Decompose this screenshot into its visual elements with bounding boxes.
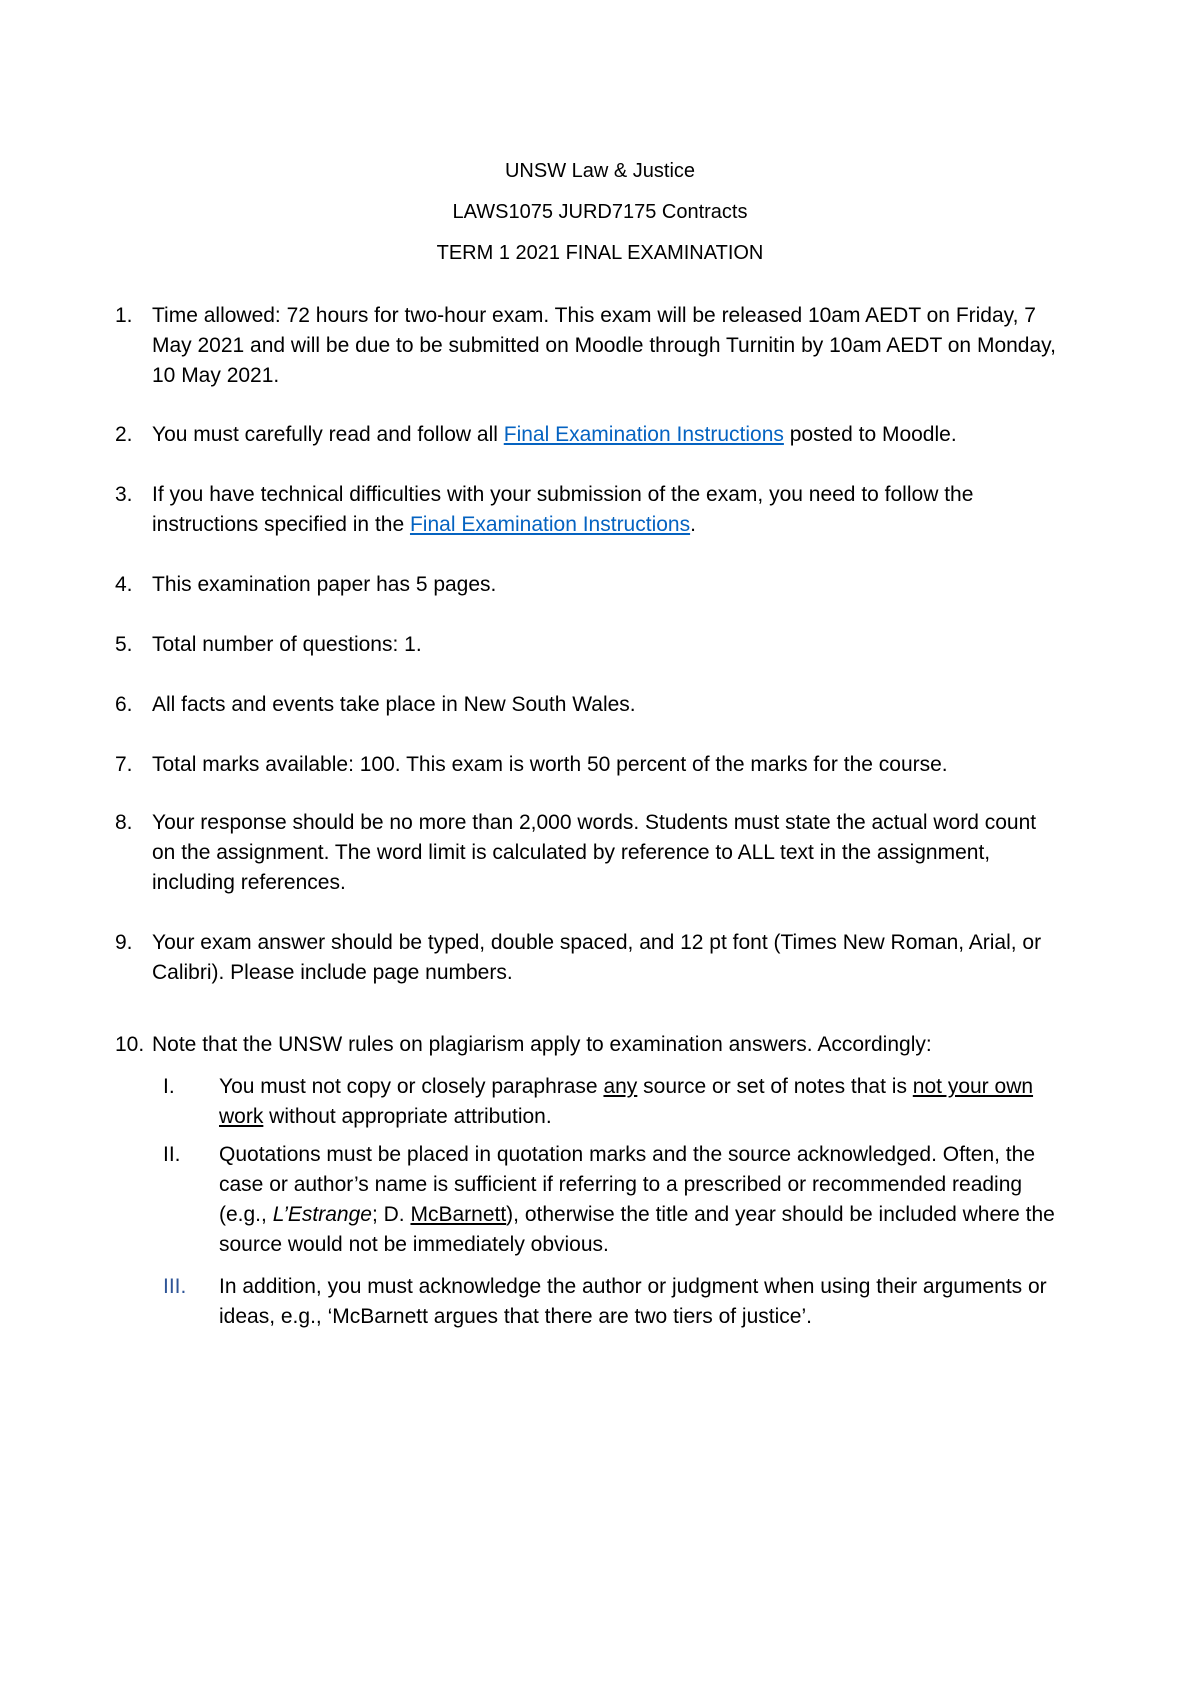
instruction-item-2	[115, 420, 1065, 450]
instruction-item-3	[115, 480, 1065, 540]
plagiarism-rule-1	[115, 1072, 1065, 1132]
exam-title: TERM 1 2021 FINAL EXAMINATION	[436, 242, 764, 264]
instruction-item-10	[115, 1030, 1065, 1060]
item-text: Note that the UNSW rules on plagiarism apply to examination answers. Accordingly:	[152, 1033, 932, 1056]
final-exam-instructions-link[interactable]: Final Examination Instructions	[503, 423, 784, 446]
rule-text: In addition, you must acknowledge the author or judgment when using their arguments or ideas, e.g., ‘McBarnett argues that there are two tiers of justice’.	[219, 1275, 1047, 1328]
roman-numeral: III.	[163, 1275, 187, 1298]
school-heading: UNSW Law & Justice	[504, 160, 696, 182]
instruction-item-1	[115, 301, 1065, 391]
item-text	[152, 480, 1065, 540]
item-number: 10.	[115, 1033, 145, 1056]
rule-text: You must not copy or closely paraphrase any source or set of notes that is not your own work without appropriate attribution.	[219, 1075, 1034, 1128]
item-text: Your exam answer should be typed, double spaced, and 12 pt font (Times New Roman, Arial, or Calibri). Please include page numbers.	[152, 931, 1042, 984]
item-number: 5.	[115, 633, 133, 656]
instruction-item-6	[115, 690, 1065, 720]
item-number: 7.	[115, 753, 133, 776]
course-heading: LAWS1075 JURD7175 Contracts	[452, 201, 748, 223]
item-text: Total number of questions: 1.	[152, 633, 422, 656]
item-number: 3.	[115, 483, 133, 506]
item-number: 2.	[115, 423, 133, 446]
item-text-post: .	[690, 513, 696, 536]
item-text	[152, 420, 1065, 450]
instruction-item-4	[115, 570, 1065, 600]
instruction-item-5	[115, 630, 1065, 660]
item-text-pre: You must carefully read and follow all	[152, 423, 504, 446]
instruction-item-8	[115, 808, 1065, 898]
item-text-post: posted to Moodle.	[783, 423, 957, 446]
instruction-item-9	[115, 928, 1065, 988]
item-number: 4.	[115, 573, 133, 596]
instruction-item-7	[115, 750, 1065, 780]
item-text-pre: If you have technical difficulties with your submission of the exam, you need to follow the instructions specified in the	[152, 483, 974, 536]
roman-numeral: I.	[163, 1075, 175, 1098]
item-text: Time allowed: 72 hours for two-hour exam. This exam will be released 10am AEDT on Friday, 7 May 2021 and will be due to be submitted on Moodle through Turnitin by 10am AEDT on Monday, 10 May 2021.	[152, 304, 1056, 387]
item-text: Total marks available: 100. This exam is worth 50 percent of the marks for the course.	[152, 753, 948, 776]
item-number: 8.	[115, 811, 133, 834]
plagiarism-rule-3	[115, 1272, 1065, 1332]
final-exam-instructions-link[interactable]: Final Examination Instructions	[409, 513, 691, 536]
item-number: 6.	[115, 693, 133, 716]
rule-text: Quotations must be placed in quotation marks and the source acknowledged. Often, the case or author’s name is sufficient if referring to a prescribed or recommended reading (e.g., L’Estrange; D. McBarnett), otherwise the title and year should be included where the source would not be immediately obvious.	[219, 1143, 1055, 1256]
item-number: 9.	[115, 931, 133, 954]
item-number: 1.	[115, 304, 133, 327]
item-text: This examination paper has 5 pages.	[152, 573, 497, 596]
item-text: All facts and events take place in New South Wales.	[152, 693, 636, 716]
roman-numeral: II.	[163, 1143, 181, 1166]
item-text: Your response should be no more than 2,000 words. Students must state the actual word count on the assignment. The word limit is calculated by reference to ALL text in the assignment, including references.	[152, 811, 1037, 894]
plagiarism-rule-2	[115, 1140, 1065, 1260]
